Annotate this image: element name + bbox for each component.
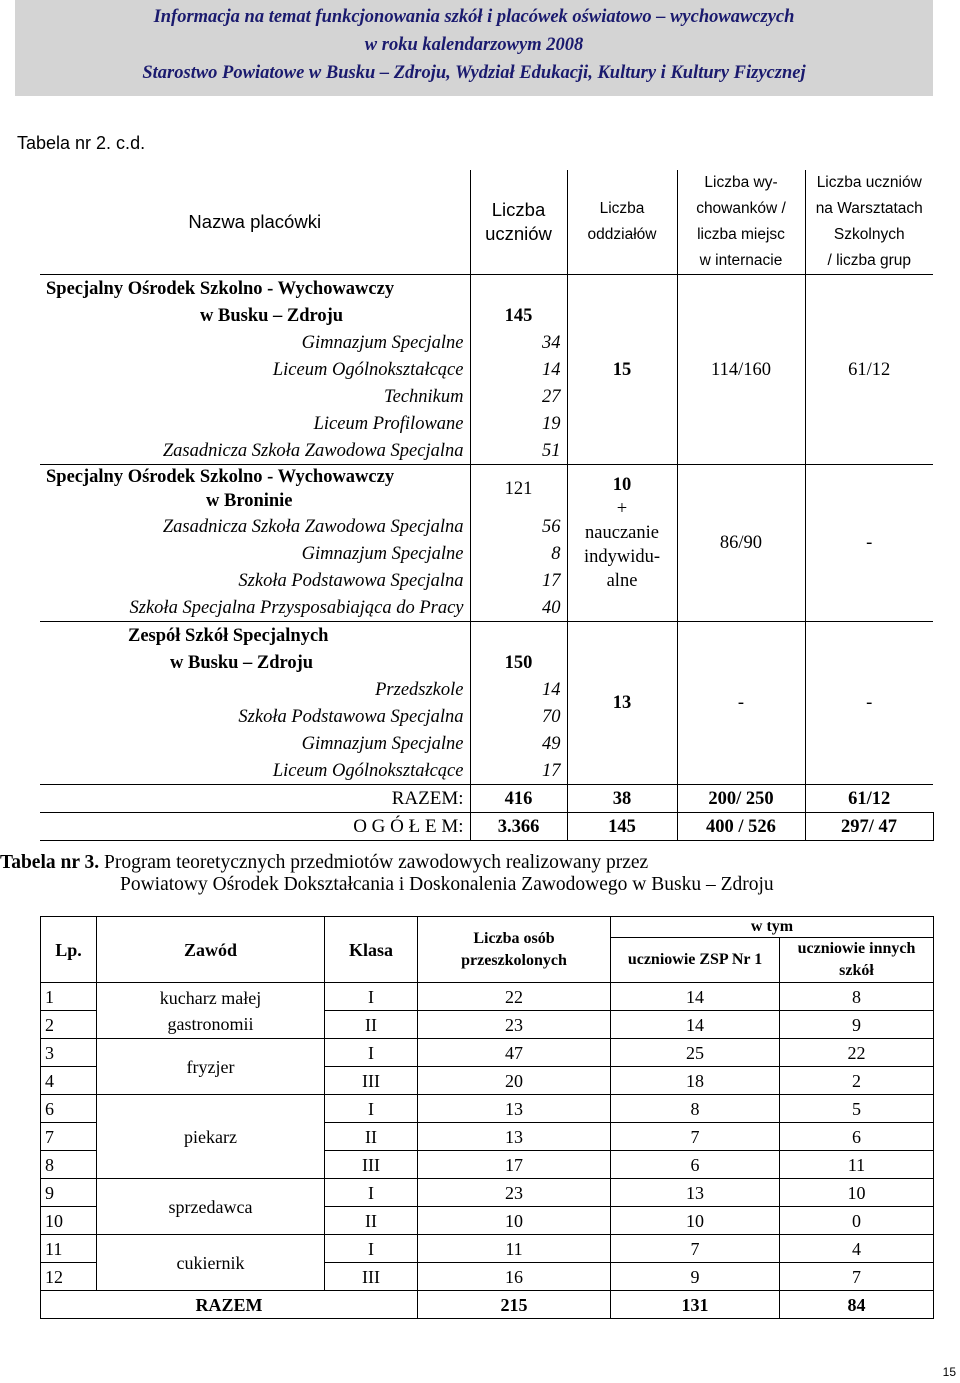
g2-branches: 10 + nauczanie indywidu- alne — [567, 465, 677, 622]
g2-total: 121 — [470, 465, 567, 514]
t3-other: 5 — [780, 1095, 934, 1123]
g1-row-name: Liceum Profilowane — [313, 413, 464, 434]
t3-total: 22 — [418, 983, 611, 1011]
t3-zsp: 13 — [611, 1179, 780, 1207]
t3-zsp: 8 — [611, 1095, 780, 1123]
g3-row-name: Gimnazjum Specjalne — [301, 733, 464, 754]
t3-lp: 3 — [41, 1039, 97, 1067]
t3-total: 13 — [418, 1095, 611, 1123]
t3-header-lp: Lp. — [41, 917, 97, 983]
t3-header-zsp: uczniowie ZSP Nr 1 — [611, 938, 780, 983]
header-line-1: Informacja na temat funkcjonowania szkół i placówek oświatowo – wychowawczych — [153, 7, 795, 27]
t3-total: 11 — [418, 1235, 611, 1263]
t3-profession: cukiernik — [97, 1235, 325, 1291]
g2-row-value: 56 — [470, 513, 567, 540]
g2-dorm: 86/90 — [677, 465, 805, 622]
t3-other: 10 — [780, 1179, 934, 1207]
t3-klasa: III — [325, 1151, 418, 1179]
t3-zsp: 7 — [611, 1123, 780, 1151]
t3-other: 6 — [780, 1123, 934, 1151]
g2-row-value: 40 — [470, 594, 567, 622]
g2-row-name: Gimnazjum Specjalne — [301, 543, 464, 564]
t3-header-inne: uczniowie innych szkół — [780, 938, 934, 983]
t3-lp: 1 — [41, 983, 97, 1011]
ogolem-branches: 145 — [567, 813, 677, 841]
ogolem-dorm: 400 / 526 — [677, 813, 805, 841]
t3-header-zawod: Zawód — [97, 917, 325, 983]
razem-dorm: 200/ 250 — [677, 785, 805, 813]
t3-header-trained: Liczba osób przeszkolonych — [418, 917, 611, 983]
t3-zsp: 25 — [611, 1039, 780, 1067]
t3-other: 11 — [780, 1151, 934, 1179]
g3-total: 150 — [470, 649, 567, 676]
ogolem-workshop: 297/ 47 — [805, 813, 933, 841]
t3-razem-label: RAZEM — [41, 1291, 418, 1319]
g2-row-value: 8 — [470, 540, 567, 567]
t3-total: 10 — [418, 1207, 611, 1235]
t3-profession: fryzjer — [97, 1039, 325, 1095]
t3-zsp: 14 — [611, 983, 780, 1011]
g1-row-value: 19 — [470, 410, 567, 437]
g1-row-name: Technikum — [384, 386, 464, 407]
page-number: 15 — [942, 1365, 956, 1379]
g1-title-2: w Busku – Zdroju — [200, 305, 344, 326]
t3-other: 4 — [780, 1235, 934, 1263]
g2-row-name: Szkoła Podstawowa Specjalna — [238, 570, 464, 591]
table-3 — [40, 916, 934, 1319]
table3-caption: Tabela nr 3. Program teoretycznych przedmiotów zawodowych realizowany przez Powiatowy Ośrodek Dokształcania i Doskonalenia Zawodowego w Busku – Zdroju — [0, 852, 774, 895]
t3-profession: kucharz małej gastronomii — [97, 983, 325, 1039]
g2-workshop: - — [805, 465, 933, 622]
t3-zsp: 18 — [611, 1067, 780, 1095]
t3-other: 0 — [780, 1207, 934, 1235]
header-name: Nazwa placówki — [188, 211, 322, 232]
t3-total: 23 — [418, 1179, 611, 1207]
t3-header-klasa: Klasa — [325, 917, 418, 983]
t3-klasa: II — [325, 1207, 418, 1235]
t3-total: 23 — [418, 1011, 611, 1039]
table2-caption: Tabela nr 2. c.d. — [17, 133, 146, 153]
g1-row-value: 27 — [470, 383, 567, 410]
header-workshop: Liczba uczniów na Warsztatach Szkolnych / liczba grup — [805, 170, 933, 275]
t3-lp: 12 — [41, 1263, 97, 1291]
t3-lp: 10 — [41, 1207, 97, 1235]
t3-zsp: 9 — [611, 1263, 780, 1291]
g2-row-value: 17 — [470, 567, 567, 594]
t3-other: 7 — [780, 1263, 934, 1291]
t3-klasa: I — [325, 983, 418, 1011]
g2-title: Specjalny Ośrodek Szkolno - Wychowawczy w Broninie — [40, 465, 470, 514]
t3-total: 20 — [418, 1067, 611, 1095]
t3-profession: piekarz — [97, 1095, 325, 1179]
t3-other: 22 — [780, 1039, 934, 1067]
t3-klasa: I — [325, 1039, 418, 1067]
g3-row-value: 17 — [470, 757, 567, 785]
g1-row-value: 34 — [470, 329, 567, 356]
g1-row-value: 14 — [470, 356, 567, 383]
g1-title-1: Specjalny Ośrodek Szkolno - Wychowawczy — [40, 275, 470, 303]
razem-workshop: 61/12 — [805, 785, 933, 813]
t3-zsp: 10 — [611, 1207, 780, 1235]
t3-total: 47 — [418, 1039, 611, 1067]
t3-header-wtym: w tym — [611, 917, 934, 938]
t3-lp: 4 — [41, 1067, 97, 1095]
header-line-3: Starostwo Powiatowe w Busku – Zdroju, Wydział Edukacji, Kultury i Kultury Fizycznej — [142, 63, 806, 83]
g2-row-name: Szkoła Specjalna Przysposabiająca do Pracy — [129, 597, 464, 618]
g3-row-value: 70 — [470, 703, 567, 730]
t3-lp: 7 — [41, 1123, 97, 1151]
t3-lp: 11 — [41, 1235, 97, 1263]
t3-total: 17 — [418, 1151, 611, 1179]
g3-title-1: Zespół Szkół Specjalnych — [40, 622, 470, 650]
t3-razem-total: 215 — [418, 1291, 611, 1319]
g1-branches: 15 — [567, 275, 677, 465]
g1-row-name: Zasadnicza Szkoła Zawodowa Specjalna — [162, 440, 464, 461]
ogolem-students: 3.366 — [470, 813, 567, 841]
g3-row-value: 49 — [470, 730, 567, 757]
razem-label: RAZEM: — [40, 785, 470, 813]
g1-dorm: 114/160 — [677, 275, 805, 465]
t3-razem-zsp: 131 — [611, 1291, 780, 1319]
t3-klasa: I — [325, 1235, 418, 1263]
t3-lp: 6 — [41, 1095, 97, 1123]
g3-title-2: w Busku – Zdroju — [170, 652, 314, 673]
t3-lp: 8 — [41, 1151, 97, 1179]
t3-klasa: II — [325, 1011, 418, 1039]
t3-zsp: 7 — [611, 1235, 780, 1263]
t3-profession: sprzedawca — [97, 1179, 325, 1235]
t3-zsp: 14 — [611, 1011, 780, 1039]
t3-lp: 2 — [41, 1011, 97, 1039]
g3-row-name: Liceum Ogólnokształcące — [272, 760, 464, 781]
header-dorm: Liczba wy- chowanków / liczba miejsc w internacie — [677, 170, 805, 275]
g1-row-name: Liceum Ogólnokształcące — [272, 359, 464, 380]
g3-dorm: - — [677, 622, 805, 785]
t3-total: 13 — [418, 1123, 611, 1151]
g3-row-value: 14 — [470, 676, 567, 703]
header-students: Liczba uczniów — [470, 170, 567, 275]
t3-klasa: III — [325, 1263, 418, 1291]
razem-students: 416 — [470, 785, 567, 813]
t3-other: 8 — [780, 983, 934, 1011]
g1-total: 145 — [470, 302, 567, 329]
t3-lp: 9 — [41, 1179, 97, 1207]
t3-total: 16 — [418, 1263, 611, 1291]
g3-workshop: - — [805, 622, 933, 785]
t3-zsp: 6 — [611, 1151, 780, 1179]
razem-branches: 38 — [567, 785, 677, 813]
g3-row-name: Szkoła Podstawowa Specjalna — [238, 706, 464, 727]
table-2 — [40, 170, 934, 841]
g1-row-name: Gimnazjum Specjalne — [301, 332, 464, 353]
t3-klasa: II — [325, 1123, 418, 1151]
g1-row-value: 51 — [470, 437, 567, 464]
t3-klasa: III — [325, 1067, 418, 1095]
t3-razem-other: 84 — [780, 1291, 934, 1319]
g3-branches: 13 — [567, 622, 677, 785]
header-branches: Liczba oddziałów — [567, 170, 677, 275]
document-header — [15, 0, 933, 96]
t3-klasa: I — [325, 1179, 418, 1207]
t3-other: 2 — [780, 1067, 934, 1095]
t3-other: 9 — [780, 1011, 934, 1039]
g3-row-name: Przedszkole — [375, 679, 464, 700]
t3-klasa: I — [325, 1095, 418, 1123]
ogolem-label: O G Ó Ł E M: — [40, 813, 470, 841]
g2-row-name: Zasadnicza Szkoła Zawodowa Specjalna — [162, 516, 464, 537]
g1-workshop: 61/12 — [805, 275, 933, 465]
header-line-2: w roku kalendarzowym 2008 — [364, 35, 584, 55]
